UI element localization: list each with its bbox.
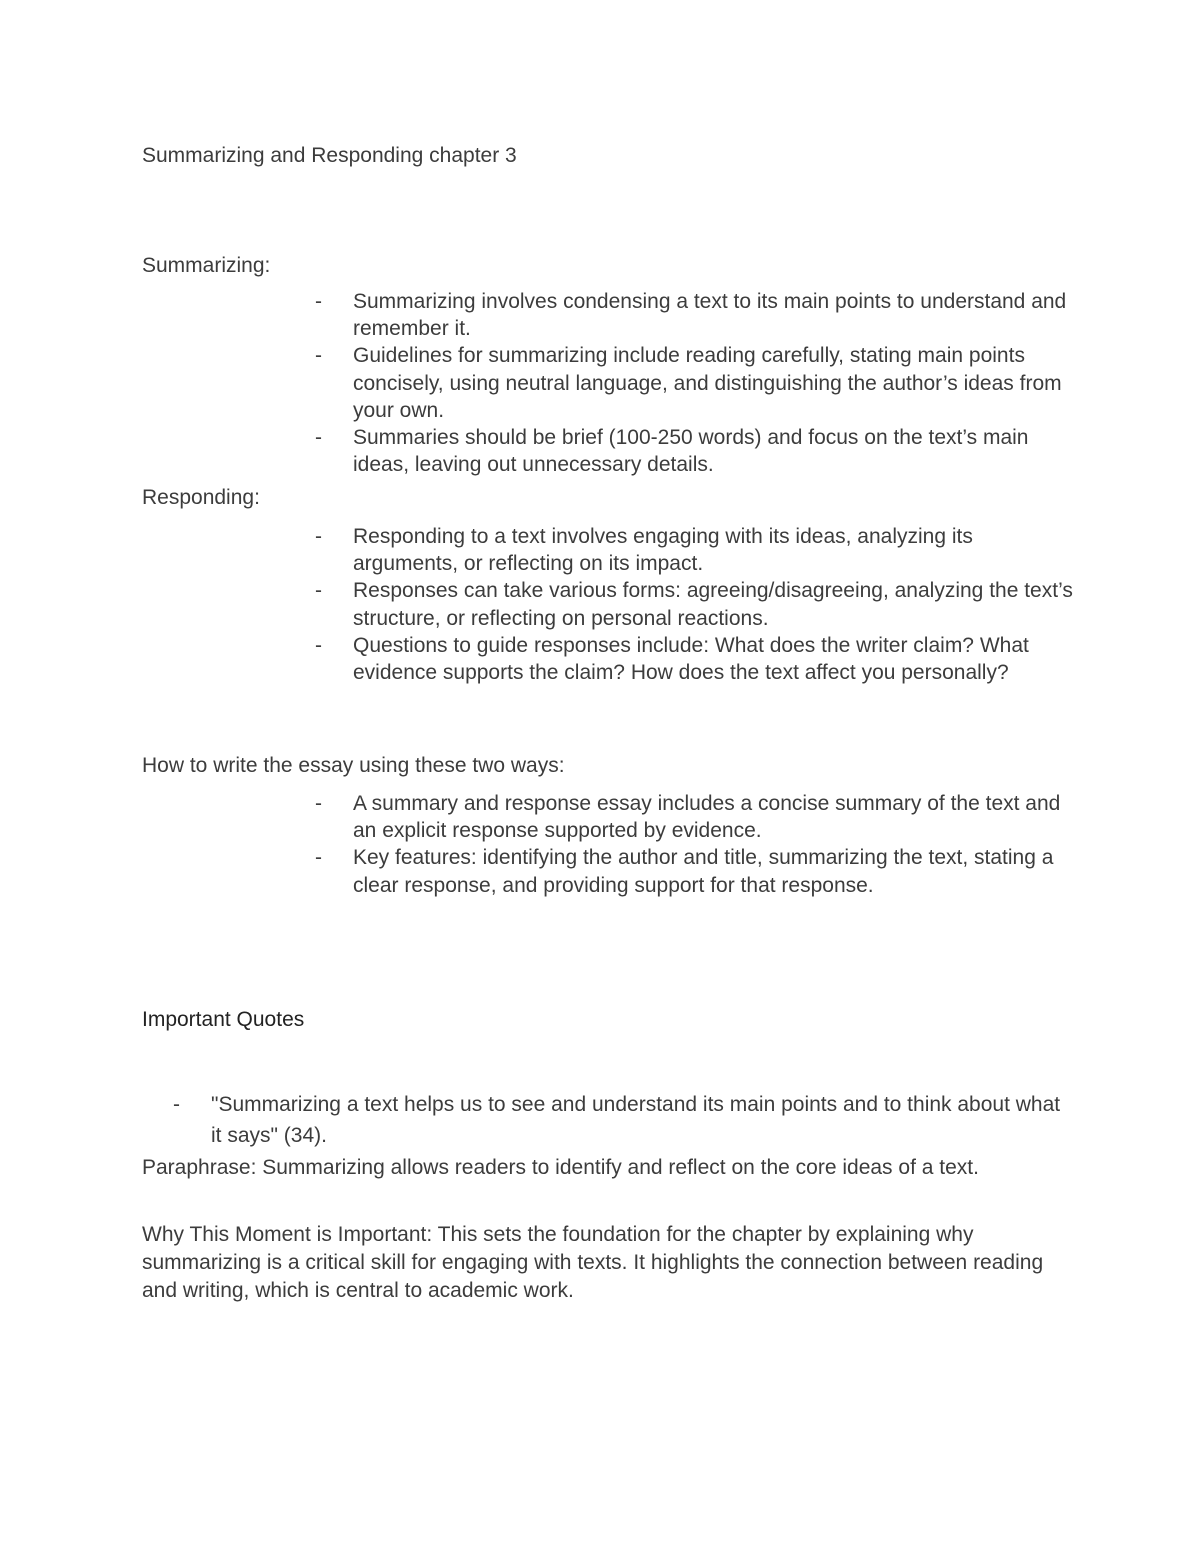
essay-bullet-list <box>315 790 1075 899</box>
bullet-text: Guidelines for summarizing include reading carefully, stating main points concisely, using neutral language, and distinguishing the author’s ideas from your own. <box>353 344 1062 422</box>
list-item <box>315 424 1075 478</box>
dash-bullet-icon: - <box>315 426 322 450</box>
responding-bullet-list <box>315 523 1075 686</box>
dash-bullet-icon: - <box>315 344 322 368</box>
list-item <box>315 790 1075 844</box>
essay-heading: How to write the essay using these two ways: <box>142 754 565 777</box>
bullet-text: Summarizing involves condensing a text to its main points to understand and remember it. <box>353 290 1067 341</box>
dash-bullet-icon: - <box>173 1093 180 1116</box>
list-item <box>173 1089 1073 1151</box>
dash-bullet-icon: - <box>315 525 322 548</box>
responding-heading: Responding: <box>142 486 260 509</box>
quote-text: "Summarizing a text helps us to see and understand its main points and to think about what it says" (34). <box>211 1093 1061 1147</box>
dash-bullet-icon: - <box>315 633 322 657</box>
important-quotes-heading: Important Quotes <box>142 1008 305 1031</box>
bullet-text: Responding to a text involves engaging with its ideas, analyzing its arguments, or reflecting on its impact. <box>353 525 973 576</box>
dash-bullet-icon: - <box>315 290 322 313</box>
summarizing-bullet-list <box>315 288 1075 478</box>
dash-bullet-icon: - <box>315 579 322 603</box>
bullet-text: Summaries should be brief (100-250 words) and focus on the text’s main ideas, leaving out unnecessary details. <box>353 426 1029 477</box>
quote-list <box>173 1089 1073 1151</box>
list-item <box>315 523 1075 577</box>
list-item <box>315 288 1075 342</box>
list-item <box>315 577 1075 631</box>
document-title: Summarizing and Responding chapter 3 <box>142 144 517 167</box>
bullet-text: Responses can take various forms: agreeing/disagreeing, analyzing the text’s structure, or reflecting on personal reactions. <box>353 579 1073 630</box>
summarizing-heading: Summarizing: <box>142 254 271 277</box>
bullet-text: Questions to guide responses include: What does the writer claim? What evidence supports the claim? How does the text affect you personally? <box>353 633 1029 685</box>
list-item <box>315 342 1075 424</box>
bullet-text: Key features: identifying the author and title, summarizing the text, stating a clear response, and providing support for that response. <box>353 846 1054 897</box>
list-item <box>315 632 1075 686</box>
why-important-text: Why This Moment is Important: This sets the foundation for the chapter by explaining why summarizing is a critical skill for engaging with texts. It highlights the connection between reading and writing, which is central to academic work. <box>142 1223 1044 1302</box>
dash-bullet-icon: - <box>315 846 322 870</box>
dash-bullet-icon: - <box>315 792 322 815</box>
bullet-text: A summary and response essay includes a concise summary of the text and an explicit response supported by evidence. <box>353 792 1061 843</box>
paraphrase-text: Paraphrase: Summarizing allows readers to identify and reflect on the core ideas of a text. <box>142 1156 979 1179</box>
list-item <box>315 844 1075 898</box>
